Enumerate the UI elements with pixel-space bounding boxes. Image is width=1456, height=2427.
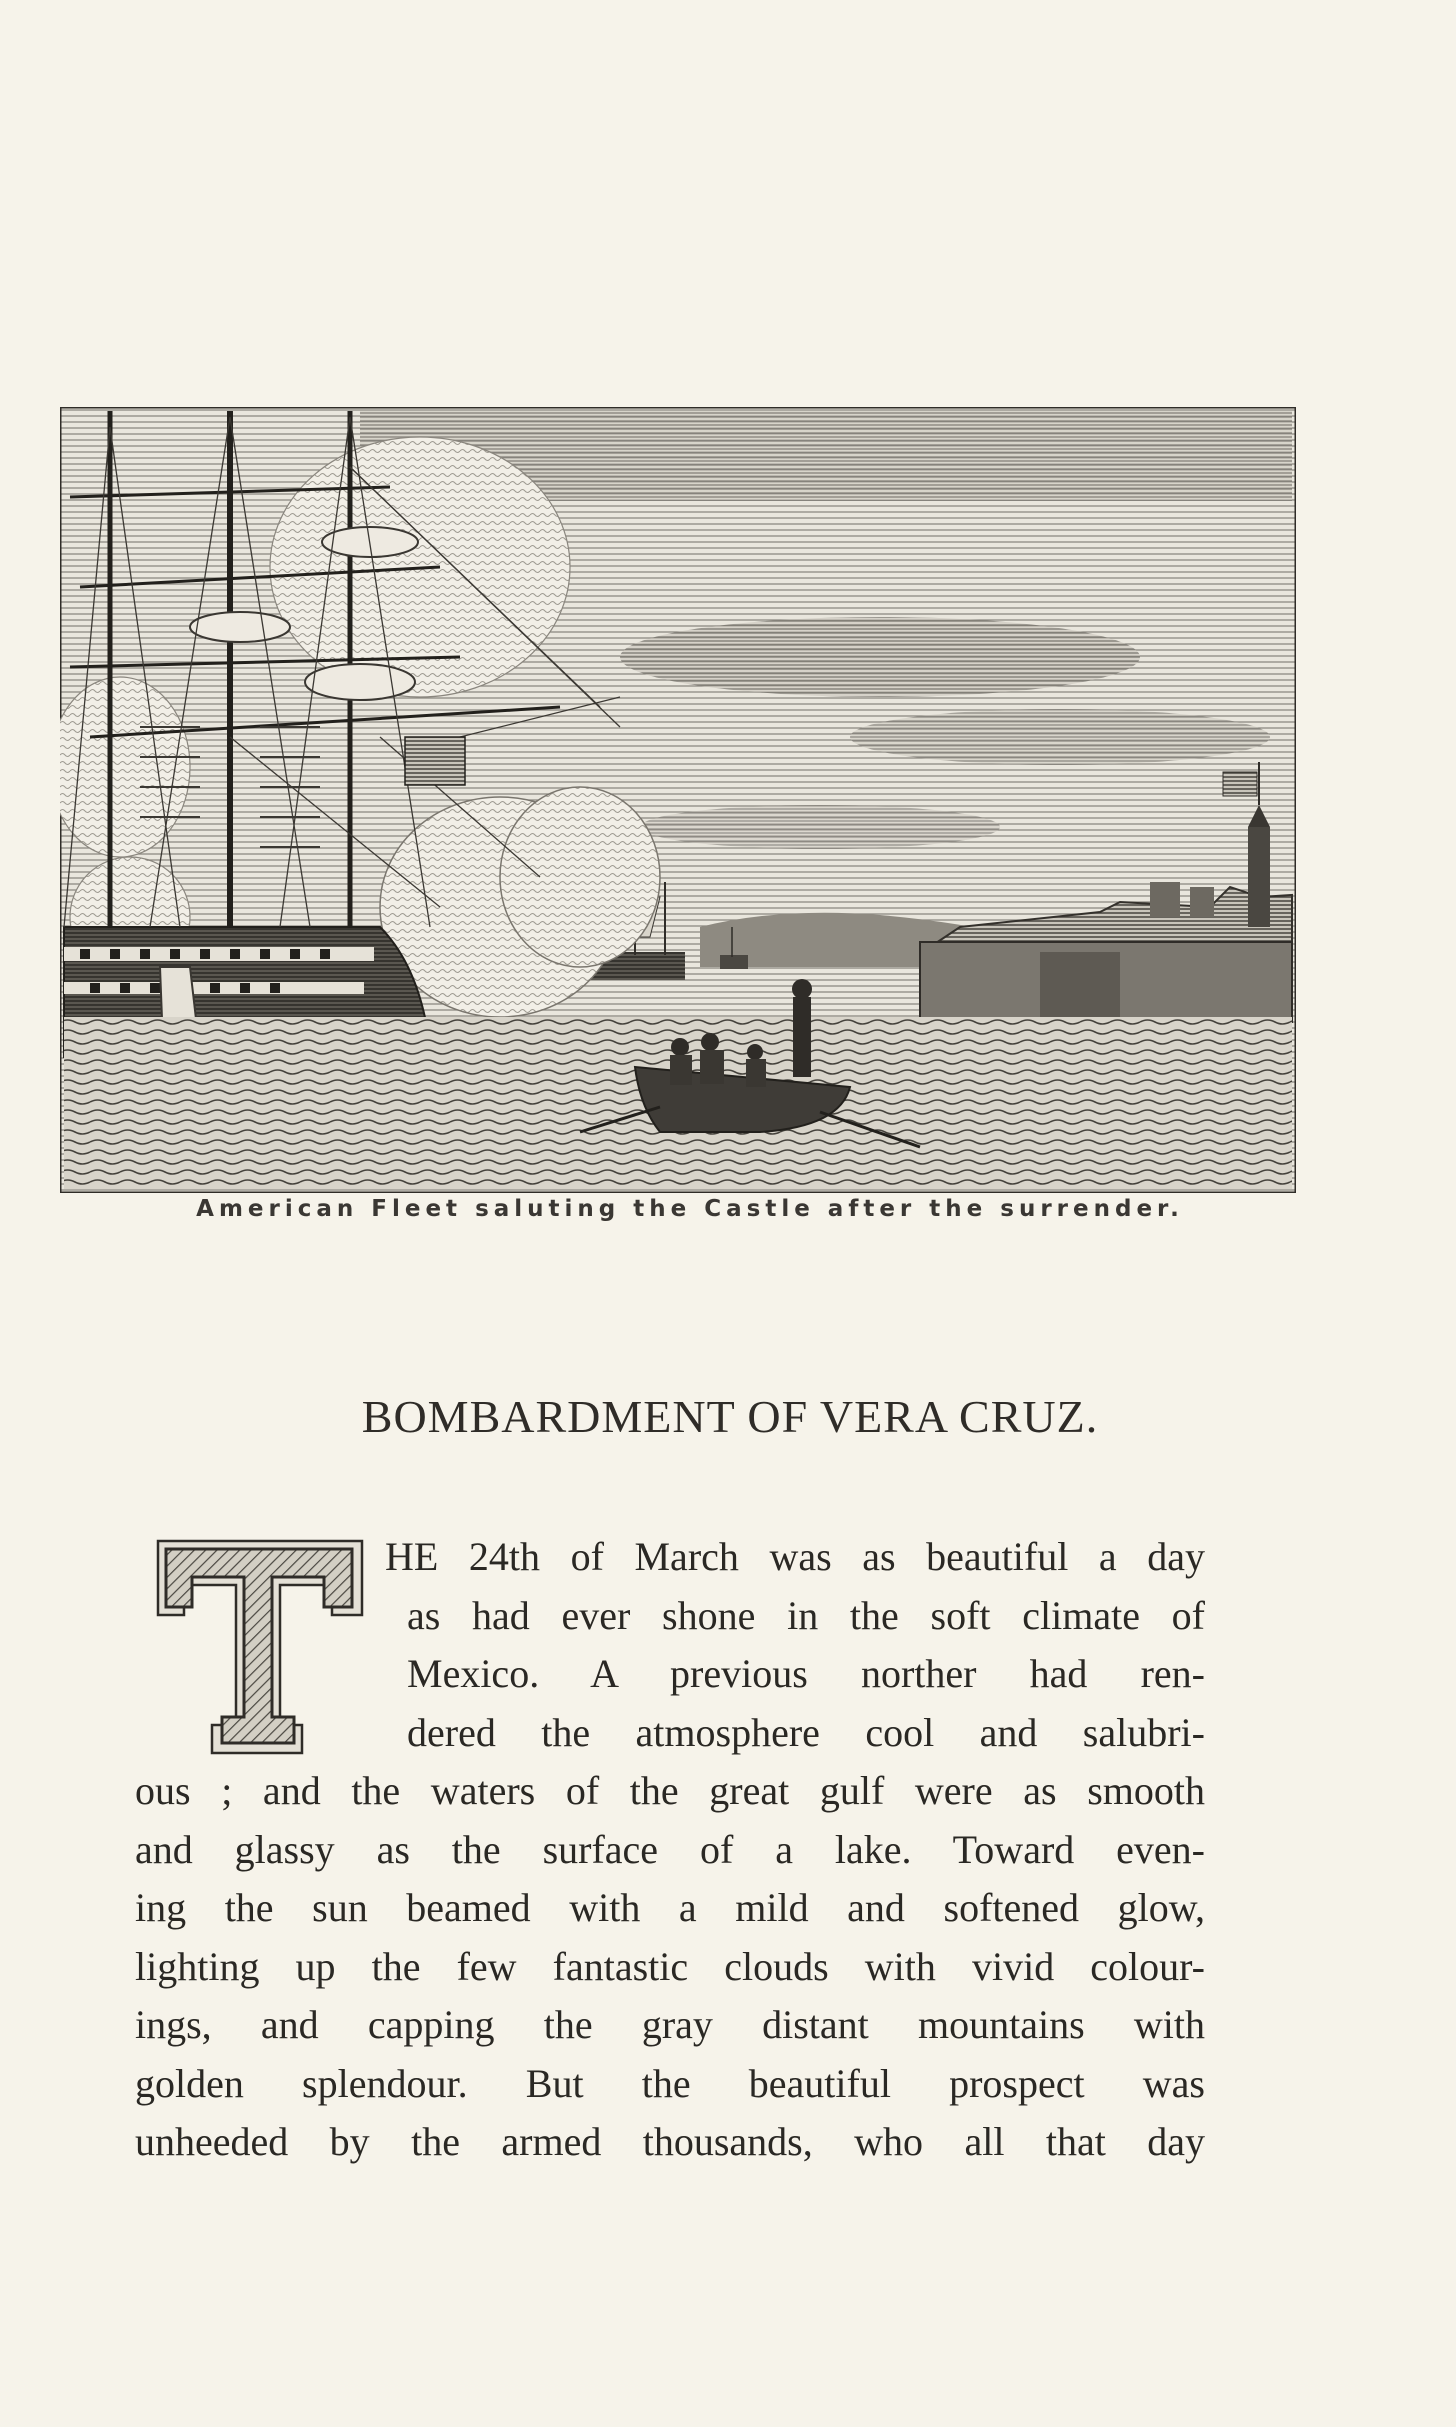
chapter-title: BOMBARDMENT OF VERA CRUZ. <box>361 1391 1099 1442</box>
text-line: golden splendour. But the beautiful prospect was <box>135 2060 1205 2106</box>
text-line: as had ever shone in the soft climate of <box>407 1592 1205 1638</box>
text-line: unheeded by the armed thousands, who all that day <box>135 2119 1205 2164</box>
text-line: Mexico. A previous norther had ren- <box>407 1651 1205 1696</box>
text-line: HE 24th of March was as beautiful a day <box>385 1534 1205 1579</box>
drop-cap-text: T <box>260 1535 261 1536</box>
illustration-caption: American Fleet saluting the Castle after the surrender. <box>196 1196 1184 1222</box>
text-line: ing the sun beamed with a mild and softened glow, <box>135 1885 1205 1930</box>
text-line: ous ; and the waters of the great gulf were as smooth <box>135 1768 1205 1813</box>
text-line: ings, and capping the gray distant mountains with <box>135 2002 1205 2047</box>
fleet-engraving-image <box>60 407 1296 1193</box>
text-line: lighting up the few fantastic clouds with vivid colour- <box>135 1943 1205 1989</box>
engraving-illustration <box>60 407 1296 1193</box>
text-line: and glassy as the surface of a lake. Toward even- <box>135 1826 1205 1872</box>
body-text <box>135 1528 1205 2172</box>
text-line: dered the atmosphere cool and salubri- <box>407 1709 1205 1755</box>
